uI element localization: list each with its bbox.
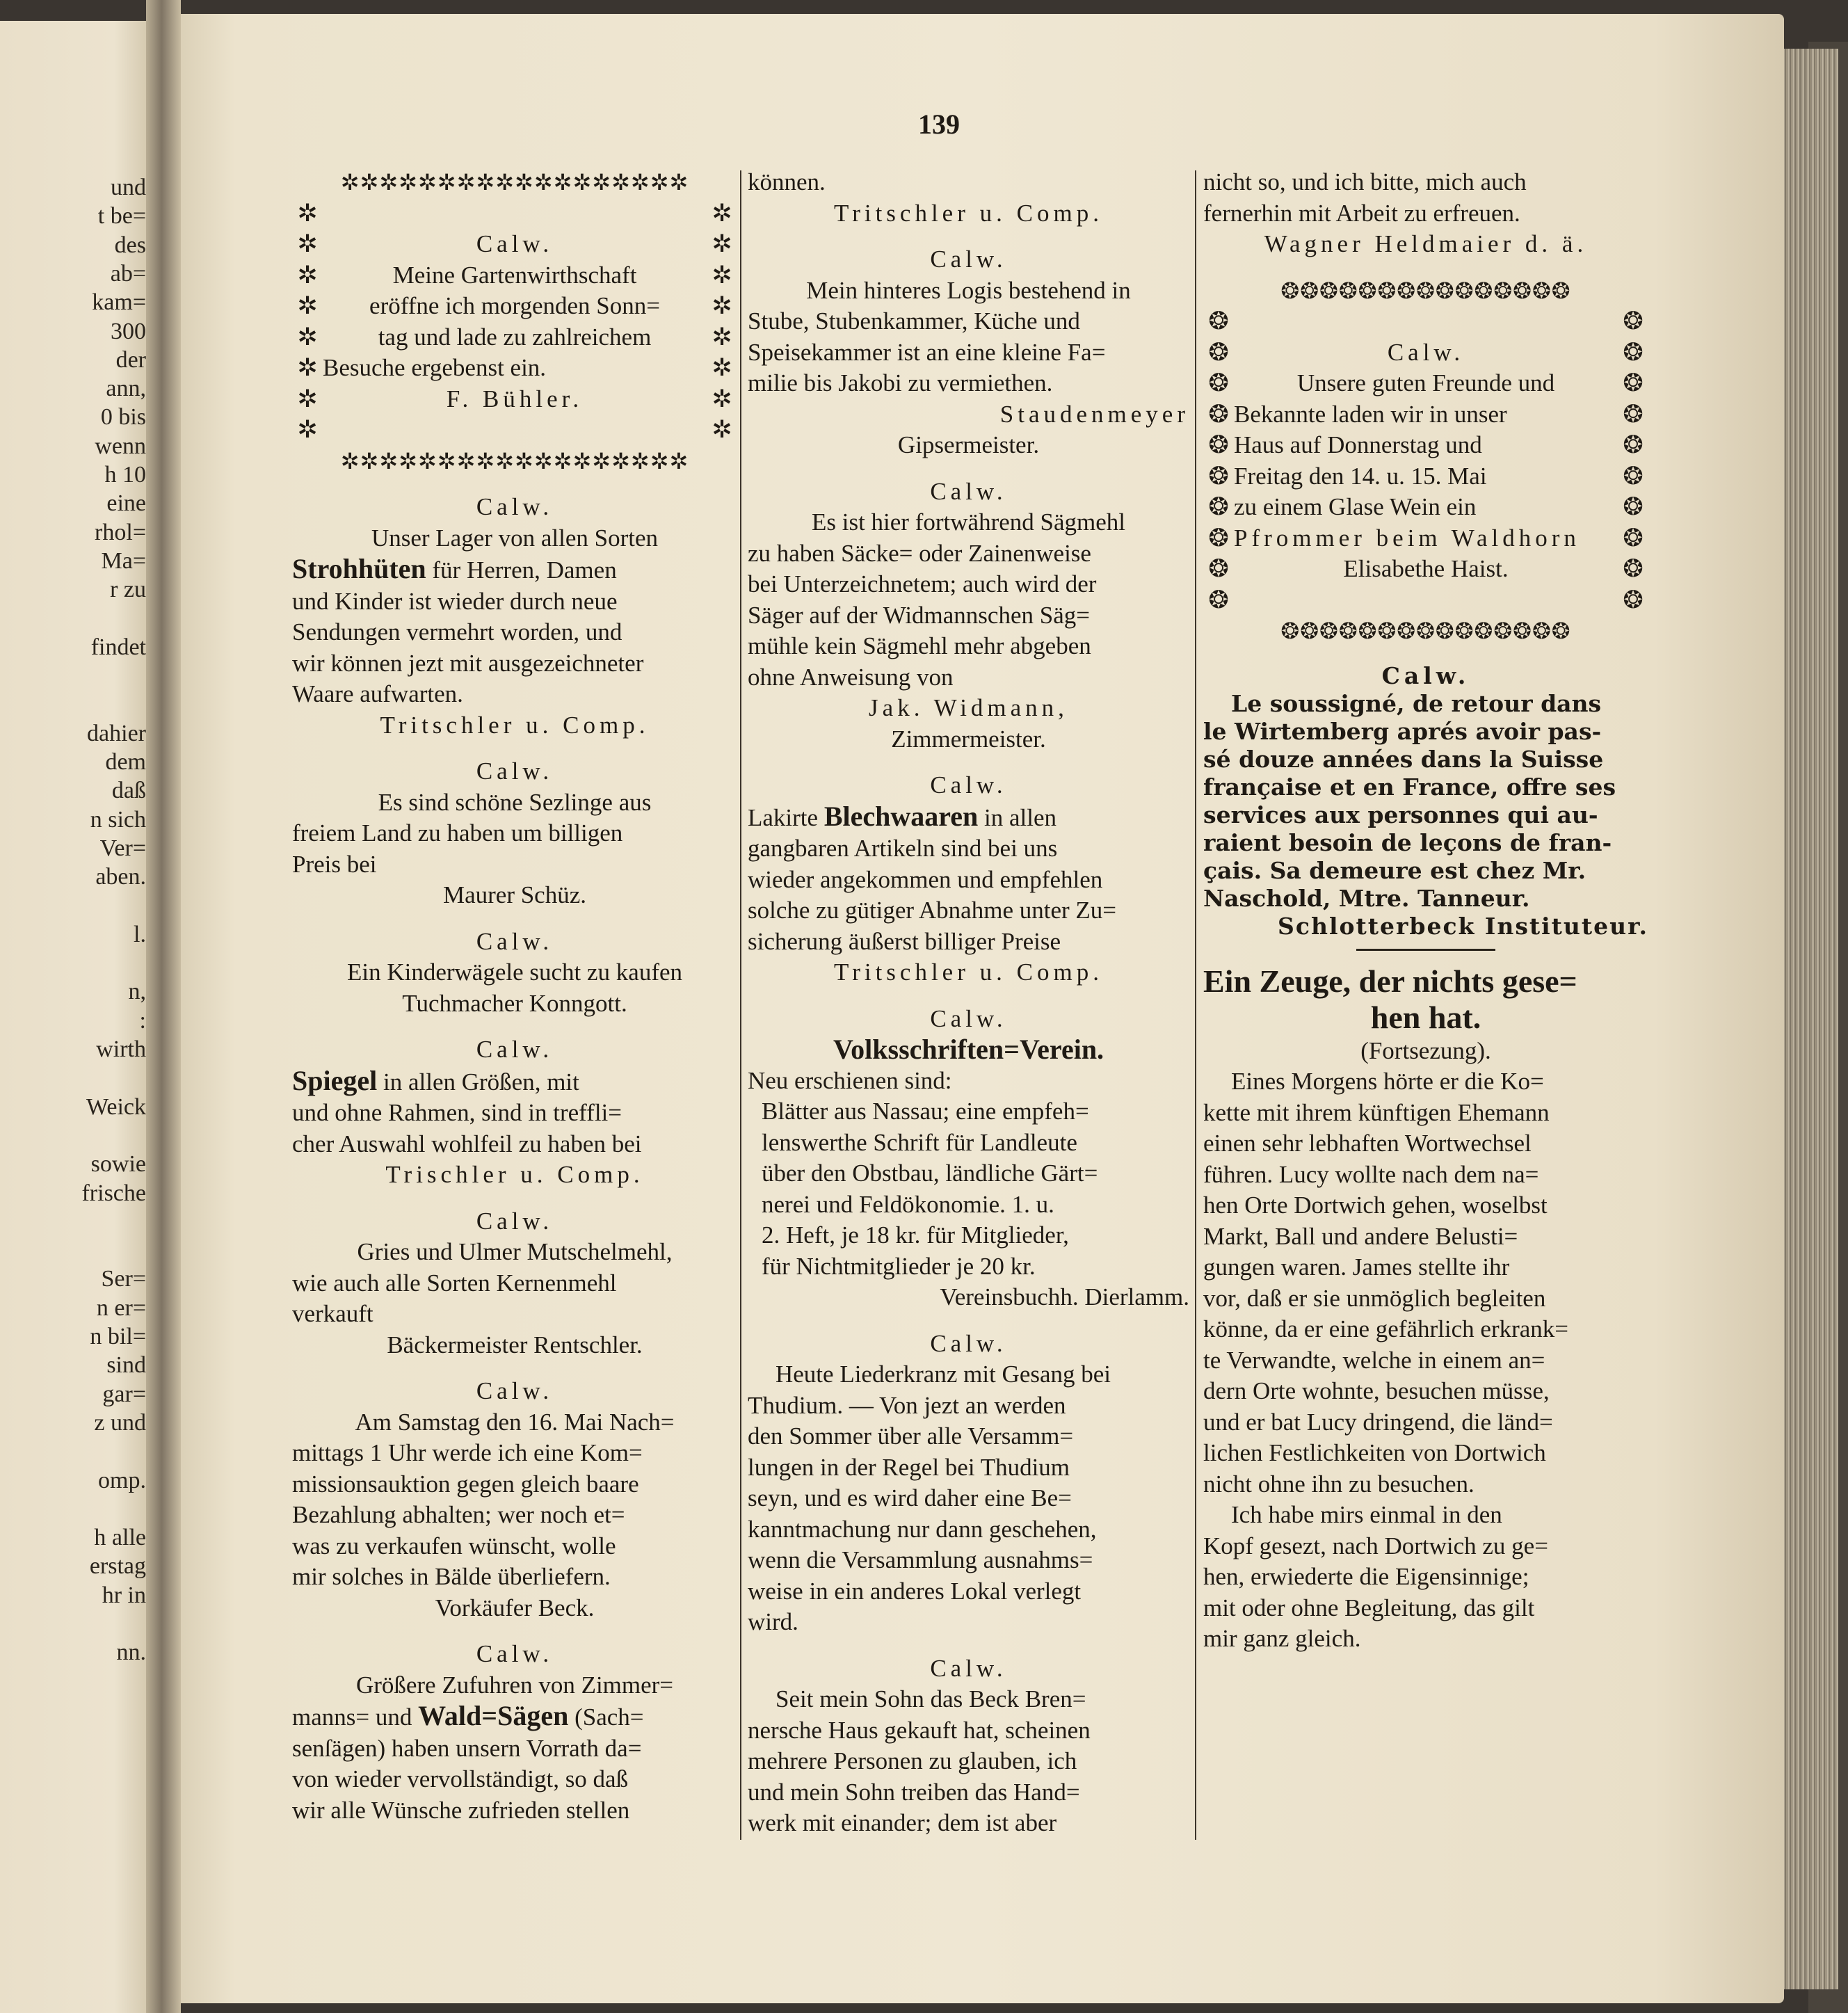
ad-line: nersche Haus gekauft hat, scheinen (748, 1716, 1091, 1744)
ad-place: Calw. (930, 477, 1007, 505)
ad-place: Calw. (930, 1004, 1007, 1032)
left-page-fragment: kam= (92, 289, 146, 316)
ad-line: bei Unterzeichnetem; auch wird der (748, 570, 1097, 598)
ad-line: wir alle Wünsche zufrieden stellen (292, 1796, 630, 1824)
ad-line: mittags 1 Uhr werde ich eine Kom= (292, 1439, 643, 1466)
ad-line: mehrere Personen zu glauben, ich (748, 1747, 1077, 1774)
ad-line: eröffne ich morgenden Sonn= (369, 292, 660, 319)
ad-line: zu haben Säcke= oder Zainenweise (748, 539, 1091, 567)
left-page-fragment: sowie (90, 1151, 146, 1178)
ad-line: solche zu gütiger Abnahme unter Zu= (748, 897, 1117, 924)
ad-place: Calw. (476, 493, 554, 520)
ad-line: wie auch alle Sorten Kernenmehl (292, 1269, 617, 1297)
ad-line: ohne Anweisung von (748, 663, 954, 691)
ad-place: Calw. (476, 230, 554, 257)
ad-place: Calw. (476, 1640, 554, 1667)
ad-signature: Vereinsbuchh. Dierlamm. (940, 1283, 1189, 1310)
ad-signature: Staudenmeyer (999, 400, 1189, 428)
left-page-fragment: z und (94, 1409, 146, 1436)
left-page-fragment: omp. (98, 1467, 146, 1493)
dot-border-right: ❂ ❂ ❂ ❂ ❂ ❂ ❂ ❂ ❂ ❂ (1623, 307, 1644, 613)
left-page-fragment: ann, (106, 376, 146, 402)
ad-signature: Elisabethe Haist. (1343, 555, 1509, 582)
dot-border-left: ❂ ❂ ❂ ❂ ❂ ❂ ❂ ❂ ❂ ❂ (1208, 307, 1229, 613)
story-line: kette mit ihrem künftigen Ehemann (1203, 1098, 1550, 1126)
ad-line: mir solches in Bälde überliefern. (292, 1563, 611, 1590)
ad-line: Seit mein Sohn das Beck Bren= (776, 1685, 1086, 1713)
ad-line: nerei und Feldökonomie. 1. u. (762, 1190, 1054, 1218)
ad-highlight: Strohhüten (292, 553, 426, 584)
story-subtitle: (Fortsezung). (1360, 1036, 1491, 1064)
section-divider (1356, 949, 1495, 951)
ad-signature: F. Bühler. (446, 385, 584, 412)
story-line: nicht ohne ihn zu besuchen. (1203, 1470, 1475, 1498)
ad-line: Thudium. — Von jezt an werden (748, 1391, 1066, 1419)
ad-line: Sendungen vermehrt worden, und (292, 618, 622, 645)
page-number: 139 (918, 109, 960, 140)
ad-line: freiem Land zu haben um billigen (292, 819, 623, 847)
ad-highlight: Spiegel (292, 1064, 378, 1096)
gartenwirthschaft-ad (292, 198, 737, 446)
continued-text: nicht so, und ich bitte, mich auch (1203, 168, 1527, 195)
left-page-fragment: gar= (102, 1381, 146, 1407)
story-line: lichen Festlichkeiten von Dortwich (1203, 1439, 1546, 1466)
star-border-bottom: ✲✲✲✲✲✲✲✲✲✲✲✲✲✲✲✲✲✲ (340, 448, 689, 474)
story-line: führen. Lucy wollte nach dem na= (1203, 1160, 1539, 1188)
ad-line: manns= und Wald=Sägen (Sach= (292, 1700, 644, 1731)
story-line: vor, daß er sie unmöglich begleiten (1203, 1284, 1546, 1312)
ad-line: verkauft (292, 1300, 373, 1327)
story-line: Ich habe mirs einmal in den (1231, 1501, 1502, 1528)
ad-line: Unser Lager von allen Sorten (371, 524, 659, 552)
ad-line: gangbaren Artikeln sind bei uns (748, 835, 1058, 862)
left-page-fragment: 300 (111, 318, 146, 344)
ad-line: Es ist hier fortwährend Sägmehl (811, 508, 1125, 536)
ad-line: Blätter aus Nassau; eine empfeh= (762, 1098, 1089, 1125)
left-page-fragment: 0 bis (100, 404, 146, 431)
ad-signature: Pfrommer beim Waldhorn (1234, 524, 1580, 552)
ad-heading: Volksschriften=Verein. (833, 1034, 1104, 1065)
ad-highlight: Blechwaaren (823, 800, 979, 832)
continued-text: können. (748, 168, 826, 195)
ad-signature-title: Gipsermeister. (897, 431, 1040, 458)
ad-line: milie bis Jakobi zu vermiethen. (748, 369, 1053, 396)
ad-line: sicherung äußerst billiger Preise (748, 927, 1061, 955)
ad-place: Calw. (476, 927, 554, 955)
story-line: könne, da er eine gefährlich erkrank= (1203, 1315, 1569, 1342)
ad-line: lungen in der Regel bei Thudium (748, 1453, 1070, 1481)
dot-border-bottom: ❂❂❂❂❂❂❂❂❂❂❂❂❂❂❂ (1280, 618, 1571, 643)
story-line: Kopf gesezt, nach Dortwich zu ge= (1203, 1532, 1548, 1559)
column-rule-2 (1195, 170, 1196, 1840)
story-title: Ein Zeuge, der nichts gese= (1203, 963, 1577, 999)
ad-place: Calw. (476, 1207, 554, 1235)
ad-place: Calw. (1381, 661, 1470, 689)
book-gutter (146, 0, 181, 2013)
ad-line: Stube, Stubenkammer, Küche und (748, 307, 1080, 335)
ad-line: Gries und Ulmer Mutschelmehl, (357, 1238, 673, 1265)
left-page-fragment: h alle (94, 1525, 146, 1551)
ad-line: Am Samstag den 16. Mai Nach= (355, 1408, 675, 1436)
ad-line: und ohne Rahmen, sind in treffli= (292, 1099, 622, 1126)
left-page-fragment: n, (128, 979, 146, 1005)
story-line: einen sehr lebhaften Wortwechsel (1203, 1130, 1532, 1157)
ad-line: çais. Sa demeure est chez Mr. (1203, 856, 1586, 884)
left-page-fragment: sind (106, 1352, 146, 1379)
ad-line: zu einem Glase Wein ein (1234, 493, 1477, 520)
ad-place: Calw. (930, 246, 1007, 273)
story-line: und er bat Lucy dringend, die länd= (1203, 1408, 1553, 1436)
ad-line: le Wirtemberg aprés avoir pas- (1203, 717, 1602, 745)
ad-signature: Bäckermeister Rentschler. (387, 1331, 643, 1358)
story-line: Markt, Ball und andere Belusti= (1203, 1222, 1518, 1250)
left-page-fragment: daß (111, 778, 146, 804)
column-rule-1 (740, 170, 741, 1840)
invitation-ad (1203, 306, 1648, 616)
ad-line: seyn, und es wird daher eine Be= (748, 1484, 1072, 1511)
ad-line: Le soussigné, de retour dans (1231, 689, 1602, 717)
ad-line: missionsauktion gegen gleich baare (292, 1470, 639, 1498)
ad-line: Besuche ergebenst ein. (323, 354, 547, 381)
left-page-fragment: erstag (89, 1553, 146, 1580)
ad-line: senſägen) haben unsern Vorrath da= (292, 1734, 642, 1762)
ad-place: Calw. (1387, 338, 1465, 366)
left-page-fragment: rhol= (95, 519, 146, 545)
ad-signature: Tritschler u. Comp. (834, 959, 1103, 986)
left-page-fragment: Ser= (101, 1266, 146, 1292)
ad-body (323, 198, 707, 446)
ad-line: Heute Liederkranz mit Gesang bei (776, 1361, 1111, 1388)
ad-signature: Maurer Schüz. (442, 881, 587, 908)
ad-line: Freitag den 14. u. 15. Mai (1234, 462, 1487, 490)
story-line: hen, erwiederte die Eigensinnige; (1203, 1563, 1529, 1590)
ad-line: Strohhüten für Herren, Damen (292, 553, 617, 584)
ad-line: werk mit einander; dem ist aber (748, 1809, 1057, 1836)
left-page-fragment: wirth (96, 1036, 146, 1062)
star-border-right: ✲ ✲ ✲ ✲ ✲ ✲ ✲ ✲ (712, 199, 732, 443)
ad-line: für Nichtmitglieder je 20 kr. (762, 1252, 1036, 1280)
left-page-fragment: ab= (110, 260, 146, 287)
ad-line: und mein Sohn treiben das Hand= (748, 1778, 1080, 1806)
ad-intro: Neu erschienen sind: (748, 1066, 952, 1094)
ad-line: Naschold, Mtre. Tanneur. (1203, 884, 1530, 912)
ad-line: services aux personnes qui au- (1203, 801, 1598, 828)
left-page-fragment: : (139, 1007, 146, 1034)
story-line: te Verwandte, welche in einem an= (1203, 1346, 1545, 1374)
left-page-fragment: wenn (95, 433, 146, 459)
ad-highlight: Wald=Sägen (418, 1700, 569, 1731)
ad-line: Spiegel in allen Größen, mit (292, 1064, 579, 1096)
story-line: Eines Morgens hörte er die Ko= (1231, 1068, 1544, 1095)
column-2 (748, 167, 1189, 1839)
ad-line: Mein hinteres Logis bestehend in (806, 276, 1131, 304)
ad-line: Größere Zufuhren von Zimmer= (355, 1671, 674, 1699)
left-page-fragment: Weick (86, 1093, 146, 1120)
ad-line: lenswerthe Schrift für Landleute (762, 1128, 1077, 1156)
ad-line: was zu verkaufen wünscht, wolle (292, 1532, 616, 1559)
ad-signature-title: Zimmermeister. (891, 725, 1046, 753)
ad-line: von wieder vervollständigt, so daß (292, 1765, 629, 1793)
ad-line: Säger auf der Widmannschen Säg= (748, 601, 1090, 629)
ad-place: Calw. (930, 1654, 1007, 1682)
left-page-fragment: frische (81, 1180, 146, 1206)
story-line: dern Orte wohnte, besuchen müsse, (1203, 1377, 1550, 1404)
ad-line: Lakirte Blechwaaren in allen (748, 800, 1057, 832)
ad-body (1234, 306, 1618, 616)
ad-signature: Tuchmacher Konngott. (402, 989, 627, 1017)
ad-line: mühle kein Sägmehl mehr abgeben (748, 632, 1091, 659)
left-page-fragment: des (114, 232, 146, 258)
ad-line: über den Obstbau, ländliche Gärt= (762, 1160, 1098, 1187)
column-3 (1203, 167, 1648, 1655)
ad-line: Es sind schöne Sezlinge aus (378, 788, 652, 816)
ad-place: Calw. (476, 1036, 554, 1063)
left-page-fragment: n bil= (90, 1324, 146, 1349)
left-page-fragment: r zu (110, 577, 146, 603)
story-line: mit oder ohne Begleitung, das gilt (1203, 1594, 1535, 1621)
ad-line: française et en France, offre ses (1203, 773, 1616, 801)
ad-signature: Schlotterbeck Instituteur. (1278, 912, 1648, 940)
star-border-left: ✲ ✲ ✲ ✲ ✲ ✲ ✲ ✲ (297, 199, 318, 443)
left-page-fragment: aben. (95, 864, 146, 890)
ad-line: wieder angekommen und empfehlen (748, 865, 1103, 893)
ad-line: Bekannte laden wir in unser (1234, 400, 1507, 428)
ad-place: Calw. (930, 771, 1007, 799)
ad-signature: Wagner Heldmaier d. ä. (1264, 230, 1588, 257)
story-title-cont: hen hat. (1370, 999, 1481, 1035)
left-page-fragment: l. (134, 921, 146, 947)
story-line: mir ganz gleich. (1203, 1625, 1361, 1652)
ad-signature: Tritschler u. Comp. (834, 199, 1103, 227)
ad-line: sé douze années dans la Suisse (1203, 745, 1604, 773)
left-page-fragment: dahier (87, 720, 146, 746)
ad-line: wir können jezt mit ausgezeichneter (292, 649, 644, 677)
ad-line: cher Auswahl wohlfeil zu haben bei (292, 1130, 642, 1157)
left-page-fragment: hr in (102, 1582, 146, 1608)
ad-place: Calw. (476, 1377, 554, 1404)
story-line: gungen waren. James stellte ihr (1203, 1253, 1510, 1281)
dot-border-top: ❂❂❂❂❂❂❂❂❂❂❂❂❂❂❂ (1280, 278, 1571, 303)
ad-line: Haus auf Donnerstag und (1234, 431, 1482, 458)
left-page-fragment: t be= (97, 203, 146, 230)
ad-place: Calw. (476, 757, 554, 785)
continued-text: fernerhin mit Arbeit zu erfreuen. (1203, 199, 1520, 227)
ad-line: Unsere guten Freunde und (1296, 369, 1555, 396)
left-page-fragment: eine (106, 490, 146, 517)
ad-signature: Vorkäufer Beck. (435, 1594, 595, 1621)
ad-signature: Tritschler u. Comp. (380, 711, 650, 739)
left-page-fragment: n er= (96, 1294, 146, 1321)
story-line: hen Orte Dortwich gehen, woselbst (1203, 1192, 1548, 1219)
ad-line: Meine Gartenwirthschaft (392, 261, 637, 289)
left-page-fragment: Ver= (99, 835, 146, 861)
star-border-top: ✲✲✲✲✲✲✲✲✲✲✲✲✲✲✲✲✲✲ (340, 170, 689, 195)
left-page-fragment: Ma= (101, 547, 146, 574)
ad-line: Waare aufwarten. (292, 680, 463, 707)
column-1 (292, 167, 737, 1826)
left-page-fragment: h 10 (104, 462, 146, 488)
ad-signature: Trischler u. Comp. (385, 1161, 644, 1188)
ad-line: raient besoin de leçons de fran- (1203, 828, 1612, 856)
ad-line: kanntmachung nur dann geschehen, (748, 1515, 1097, 1543)
ad-signature: Jak. Widmann, (869, 694, 1068, 721)
left-page-fragment: der (115, 346, 146, 373)
ad-line: wird. (748, 1608, 798, 1635)
ad-line: und Kinder ist wieder durch neue (292, 587, 618, 615)
ad-line: Ein Kinderwägele sucht zu kaufen (346, 959, 683, 986)
ad-line: Speisekammer ist an eine kleine Fa= (748, 338, 1106, 366)
left-page-fragment: nn. (116, 1639, 146, 1666)
left-page-fragment: findet (90, 634, 146, 660)
ad-line: tag und lade zu zahlreichem (378, 323, 652, 351)
left-page-fragment: dem (105, 749, 146, 775)
ad-line: den Sommer über alle Versamm= (748, 1422, 1074, 1450)
ad-place: Calw. (930, 1329, 1007, 1357)
ad-line: Bezahlung abhalten; wer noch et= (292, 1501, 625, 1528)
ad-line: 2. Heft, je 18 kr. für Mitglieder, (762, 1221, 1069, 1249)
ad-line: Preis bei (292, 850, 377, 878)
left-page-fragment: und (111, 175, 146, 200)
ad-line: wenn die Versammlung ausnahms= (748, 1546, 1093, 1573)
left-page-fragment: n sich (90, 806, 146, 833)
ad-line: weise in ein anderes Lokal verlegt (748, 1577, 1082, 1605)
